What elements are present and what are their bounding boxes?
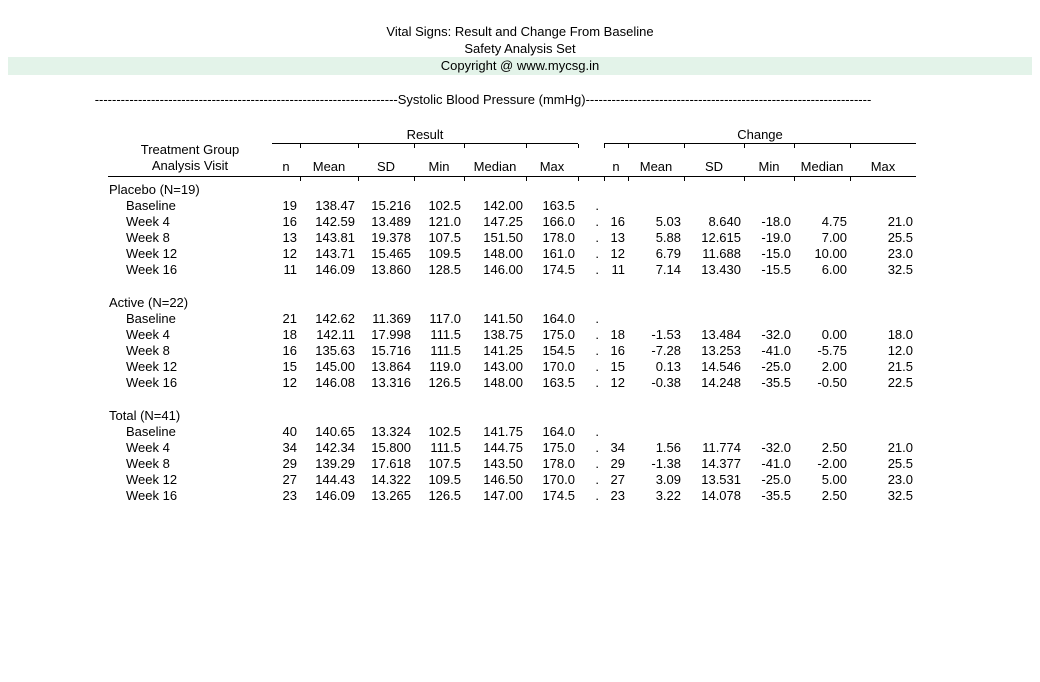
change-median-cell	[794, 310, 850, 326]
result-median-cell: 144.75	[483, 440, 523, 455]
change-sd-cell: 14.078	[701, 488, 741, 503]
change-n-cell: 34	[610, 440, 625, 455]
result-max-cell: 161.0	[542, 246, 575, 261]
change-min-cell: -32.0	[761, 327, 791, 342]
visit-row	[108, 423, 916, 439]
visit-label: Baseline	[126, 311, 176, 326]
visit-label: Week 8	[126, 343, 170, 358]
result-mean-cell: 146.08	[315, 375, 355, 390]
copyright-text: Copyright @ www.mycsg.in	[440, 58, 600, 73]
result-min-cell: 111.5	[430, 327, 461, 342]
change-median-cell	[794, 197, 850, 213]
col-header-change-max: Max	[850, 144, 916, 177]
result-sd-cell: 13.324	[371, 424, 411, 439]
change-n-cell: 16	[610, 214, 625, 229]
missing-dot-cell: .	[595, 488, 599, 503]
result-spanner: Result	[272, 125, 578, 144]
change-max-cell	[850, 310, 916, 326]
report-titles	[0, 0, 1040, 57]
result-mean-cell: 142.34	[315, 440, 355, 455]
change-mean-cell: 3.22	[655, 488, 681, 503]
visit-label: Week 12	[126, 472, 178, 487]
visit-label: Baseline	[126, 424, 176, 439]
col-header-result-sd: SD	[358, 144, 414, 177]
visit-row	[108, 245, 916, 261]
visit-label: Week 8	[126, 230, 170, 245]
visit-label: Week 16	[126, 488, 178, 503]
change-min-cell: -32.0	[761, 440, 791, 455]
visit-label: Week 4	[126, 214, 170, 229]
group-spacer	[108, 277, 916, 294]
result-sd-cell: 19.378	[371, 230, 411, 245]
change-max-cell: 25.5	[887, 456, 913, 471]
result-n-cell: 16	[282, 214, 297, 229]
change-sd-cell: 11.688	[702, 246, 741, 261]
result-median-cell: 148.00	[483, 375, 523, 390]
missing-dot-cell: .	[595, 311, 599, 326]
change-n-cell: 11	[611, 262, 625, 277]
result-mean-cell: 145.00	[315, 359, 355, 374]
change-max-cell: 32.5	[887, 262, 913, 277]
visit-row	[108, 261, 916, 277]
change-mean-cell: 0.13	[655, 359, 681, 374]
result-n-cell: 21	[282, 311, 297, 326]
change-min-cell: -15.0	[761, 246, 791, 261]
result-sd-cell: 15.800	[371, 440, 411, 455]
change-sd-cell	[684, 197, 744, 213]
result-min-cell: 128.5	[428, 262, 461, 277]
change-sd-cell: 13.253	[701, 343, 741, 358]
change-min-cell: -18.0	[761, 214, 791, 229]
change-median-cell: -0.50	[817, 375, 847, 390]
change-median-cell: -5.75	[817, 343, 847, 358]
change-mean-cell: -1.38	[651, 456, 681, 471]
result-min-cell: 117.0	[429, 311, 461, 326]
missing-dot-cell: .	[595, 198, 599, 213]
result-mean-cell: 146.09	[315, 488, 355, 503]
change-n-cell	[604, 423, 628, 439]
change-min-cell: -41.0	[761, 343, 791, 358]
result-max-cell: 175.0	[542, 440, 575, 455]
result-sd-cell: 13.489	[371, 214, 411, 229]
change-sd-cell: 14.377	[701, 456, 741, 471]
col-header-dot-gap	[578, 144, 604, 177]
visit-row	[108, 471, 916, 487]
col-header-change-min: Min	[744, 144, 794, 177]
change-max-cell: 18.0	[887, 327, 913, 342]
result-n-cell: 12	[282, 246, 297, 261]
result-n-cell: 13	[282, 230, 297, 245]
result-max-cell: 163.5	[542, 375, 575, 390]
result-min-cell: 102.5	[428, 424, 461, 439]
row-header	[108, 125, 272, 177]
result-n-cell: 12	[282, 375, 297, 390]
result-sd-cell: 13.265	[371, 488, 411, 503]
change-mean-cell: -0.38	[651, 375, 681, 390]
result-min-cell: 121.0	[428, 214, 461, 229]
visit-label: Baseline	[126, 198, 176, 213]
change-median-cell: 7.00	[821, 230, 847, 245]
change-median-cell: 0.00	[821, 327, 847, 342]
result-n-cell: 11	[283, 262, 297, 277]
group-label: Placebo (N=19)	[109, 182, 200, 197]
group-label: Active (N=22)	[109, 295, 189, 310]
group-label: Total (N=41)	[109, 408, 181, 423]
change-sd-cell: 12.615	[701, 230, 741, 245]
change-sd-cell: 13.531	[701, 472, 741, 487]
change-n-cell: 13	[610, 230, 625, 245]
change-sd-cell: 8.640	[708, 214, 741, 229]
result-median-cell: 138.75	[483, 327, 523, 342]
spanner-row	[108, 125, 916, 144]
change-median-cell: 2.50	[821, 440, 847, 455]
result-min-cell: 109.5	[428, 472, 461, 487]
visit-row	[108, 213, 916, 229]
result-median-cell: 147.25	[483, 214, 523, 229]
change-mean-cell: 7.14	[655, 262, 681, 277]
result-median-cell: 141.75	[483, 424, 523, 439]
result-min-cell: 126.5	[428, 375, 461, 390]
change-sd-cell	[684, 423, 744, 439]
result-min-cell: 126.5	[428, 488, 461, 503]
change-mean-cell: -1.53	[651, 327, 681, 342]
change-max-cell	[850, 197, 916, 213]
change-min-cell: -25.0	[761, 472, 791, 487]
change-min-cell: -35.5	[761, 488, 791, 503]
change-median-cell: 4.75	[821, 214, 847, 229]
result-sd-cell: 15.465	[371, 246, 411, 261]
change-min-cell: -19.0	[761, 230, 791, 245]
change-sd-cell: 14.248	[701, 375, 741, 390]
result-mean-cell: 143.71	[315, 246, 355, 261]
change-min-cell: -15.5	[761, 262, 791, 277]
visit-row	[108, 455, 916, 471]
col-header-result-median: Median	[464, 144, 526, 177]
change-sd-cell: 13.484	[701, 327, 741, 342]
col-header-change-n: n	[604, 144, 628, 177]
visit-row	[108, 326, 916, 342]
change-min-cell: -41.0	[761, 456, 791, 471]
result-median-cell: 142.00	[483, 198, 523, 213]
change-median-cell: 5.00	[821, 472, 847, 487]
change-n-cell: 27	[610, 472, 625, 487]
copyright-band	[8, 57, 1032, 75]
row-header-line1: Treatment Group	[140, 142, 240, 157]
group-row	[108, 181, 916, 197]
result-n-cell: 29	[282, 456, 297, 471]
result-sd-cell: 15.716	[371, 343, 411, 358]
change-max-cell	[850, 423, 916, 439]
change-mean-cell: 1.56	[655, 440, 681, 455]
change-n-cell	[604, 197, 628, 213]
change-mean-cell: 5.03	[655, 214, 681, 229]
result-max-cell: 178.0	[542, 456, 575, 471]
change-mean-cell	[628, 197, 684, 213]
change-min-cell: -25.0	[761, 359, 791, 374]
col-header-result-mean: Mean	[300, 144, 358, 177]
result-max-cell: 178.0	[542, 230, 575, 245]
result-sd-cell: 15.216	[371, 198, 411, 213]
result-max-cell: 164.0	[542, 311, 575, 326]
change-mean-cell: -7.28	[651, 343, 681, 358]
result-n-cell: 16	[282, 343, 297, 358]
result-mean-cell: 139.29	[315, 456, 355, 471]
result-max-cell: 170.0	[542, 472, 575, 487]
change-min-cell	[744, 197, 794, 213]
visit-row	[108, 487, 916, 503]
spanner-gap	[578, 125, 604, 144]
missing-dot-cell: .	[595, 424, 599, 439]
visit-label: Week 12	[126, 246, 178, 261]
result-n-cell: 40	[282, 424, 297, 439]
report-title: Vital Signs: Result and Change From Baseline	[386, 24, 654, 39]
change-n-cell: 12	[610, 246, 625, 261]
missing-dot-cell: .	[595, 246, 599, 261]
missing-dot-cell: .	[595, 262, 599, 277]
change-max-cell: 21.0	[887, 440, 913, 455]
result-n-cell: 18	[282, 327, 297, 342]
result-mean-cell: 142.62	[315, 311, 355, 326]
group-spacer-row	[108, 390, 916, 407]
change-n-cell: 16	[610, 343, 625, 358]
change-n-cell: 29	[610, 456, 625, 471]
result-max-cell: 163.5	[542, 198, 575, 213]
result-min-cell: 102.5	[428, 198, 461, 213]
col-header-result-n: n	[272, 144, 300, 177]
result-median-cell: 143.00	[483, 359, 523, 374]
change-n-cell: 23	[610, 488, 625, 503]
missing-dot-cell: .	[595, 230, 599, 245]
visit-label: Week 8	[126, 456, 170, 471]
missing-dot-cell: .	[595, 456, 599, 471]
missing-dot-cell: .	[595, 343, 599, 358]
result-sd-cell: 17.998	[371, 327, 411, 342]
col-header-change-mean: Mean	[628, 144, 684, 177]
change-sd-cell: 11.774	[702, 440, 741, 455]
change-max-cell: 21.5	[887, 359, 913, 374]
change-max-cell: 22.5	[887, 375, 913, 390]
visit-row	[108, 358, 916, 374]
result-median-cell: 141.25	[483, 343, 523, 358]
result-min-cell: 107.5	[428, 456, 461, 471]
change-max-cell: 21.0	[887, 214, 913, 229]
result-sd-cell: 13.864	[371, 359, 411, 374]
change-median-cell: 2.00	[821, 359, 847, 374]
col-header-change-sd: SD	[684, 144, 744, 177]
change-sd-cell	[684, 310, 744, 326]
change-max-cell: 23.0	[887, 472, 913, 487]
result-sd-cell: 14.322	[371, 472, 411, 487]
missing-dot-cell: .	[595, 440, 599, 455]
change-median-cell	[794, 423, 850, 439]
result-max-cell: 166.0	[542, 214, 575, 229]
result-min-cell: 107.5	[428, 230, 461, 245]
change-n-cell	[604, 310, 628, 326]
missing-dot-cell: .	[595, 375, 599, 390]
result-n-cell: 34	[282, 440, 297, 455]
parameter-label: Systolic Blood Pressure (mmHg)	[397, 92, 586, 107]
visit-row	[108, 342, 916, 358]
col-header-change-median: Median	[794, 144, 850, 177]
table-body	[108, 181, 916, 503]
missing-dot-cell: .	[595, 472, 599, 487]
result-max-cell: 174.5	[542, 262, 575, 277]
result-mean-cell: 142.59	[315, 214, 355, 229]
change-mean-cell: 3.09	[655, 472, 681, 487]
change-min-cell	[744, 423, 794, 439]
result-median-cell: 146.50	[483, 472, 523, 487]
change-sd-cell: 14.546	[701, 359, 741, 374]
col-header-result-max: Max	[526, 144, 578, 177]
group-row	[108, 407, 916, 423]
result-median-cell: 147.00	[483, 488, 523, 503]
report-subtitle: Safety Analysis Set	[464, 41, 576, 56]
change-n-cell: 15	[610, 359, 625, 374]
result-min-cell: 111.5	[430, 343, 461, 358]
result-sd-cell: 11.369	[372, 311, 411, 326]
change-mean-cell: 6.79	[655, 246, 681, 261]
group-spacer-row	[108, 277, 916, 294]
visit-row	[108, 374, 916, 390]
change-median-cell: -2.00	[817, 456, 847, 471]
visit-row	[108, 310, 916, 326]
visit-label: Week 16	[126, 262, 178, 277]
result-n-cell: 19	[282, 198, 297, 213]
visit-label: Week 12	[126, 359, 178, 374]
group-row	[108, 294, 916, 310]
result-mean-cell: 135.63	[315, 343, 355, 358]
result-max-cell: 164.0	[542, 424, 575, 439]
parameter-separator	[0, 92, 966, 107]
missing-dot-cell: .	[595, 359, 599, 374]
change-sd-cell: 13.430	[701, 262, 741, 277]
change-mean-cell	[628, 423, 684, 439]
change-max-cell: 25.5	[887, 230, 913, 245]
change-max-cell: 32.5	[887, 488, 913, 503]
result-max-cell: 170.0	[542, 359, 575, 374]
result-mean-cell: 146.09	[315, 262, 355, 277]
change-n-cell: 12	[610, 375, 625, 390]
result-mean-cell: 144.43	[315, 472, 355, 487]
result-sd-cell: 17.618	[371, 456, 411, 471]
result-median-cell: 151.50	[483, 230, 523, 245]
change-min-cell	[744, 310, 794, 326]
separator-dashes-left: ----------------------------------------------------------------------	[94, 92, 398, 107]
change-max-cell: 12.0	[887, 343, 913, 358]
result-mean-cell: 142.11	[316, 327, 355, 342]
result-mean-cell: 140.65	[315, 424, 355, 439]
result-n-cell: 23	[282, 488, 297, 503]
change-mean-cell	[628, 310, 684, 326]
vital-signs-table	[108, 125, 916, 503]
group-spacer	[108, 390, 916, 407]
change-median-cell: 6.00	[821, 262, 847, 277]
row-header-line2: Analysis Visit	[151, 158, 229, 173]
change-max-cell: 23.0	[887, 246, 913, 261]
result-min-cell: 111.5	[430, 440, 461, 455]
result-sd-cell: 13.316	[371, 375, 411, 390]
change-mean-cell: 5.88	[655, 230, 681, 245]
visit-row	[108, 229, 916, 245]
result-max-cell: 175.0	[542, 327, 575, 342]
result-sd-cell: 13.860	[371, 262, 411, 277]
change-median-cell: 10.00	[814, 246, 847, 261]
missing-dot-cell: .	[595, 214, 599, 229]
visit-row	[108, 439, 916, 455]
change-n-cell: 18	[610, 327, 625, 342]
result-n-cell: 27	[282, 472, 297, 487]
separator-dashes-right: ------------------------------------------------------------------	[585, 92, 872, 107]
result-median-cell: 143.50	[483, 456, 523, 471]
visit-label: Week 4	[126, 327, 170, 342]
result-max-cell: 154.5	[542, 343, 575, 358]
result-mean-cell: 138.47	[315, 198, 355, 213]
result-median-cell: 141.50	[483, 311, 523, 326]
change-spanner: Change	[604, 125, 916, 144]
visit-label: Week 4	[126, 440, 170, 455]
visit-row	[108, 197, 916, 213]
result-n-cell: 15	[282, 359, 297, 374]
visit-label: Week 16	[126, 375, 178, 390]
result-median-cell: 146.00	[483, 262, 523, 277]
result-mean-cell: 143.81	[315, 230, 355, 245]
result-min-cell: 109.5	[428, 246, 461, 261]
change-min-cell: -35.5	[761, 375, 791, 390]
missing-dot-cell: .	[595, 327, 599, 342]
change-median-cell: 2.50	[821, 488, 847, 503]
col-header-result-min: Min	[414, 144, 464, 177]
result-max-cell: 174.5	[542, 488, 575, 503]
result-min-cell: 119.0	[429, 359, 461, 374]
result-median-cell: 148.00	[483, 246, 523, 261]
